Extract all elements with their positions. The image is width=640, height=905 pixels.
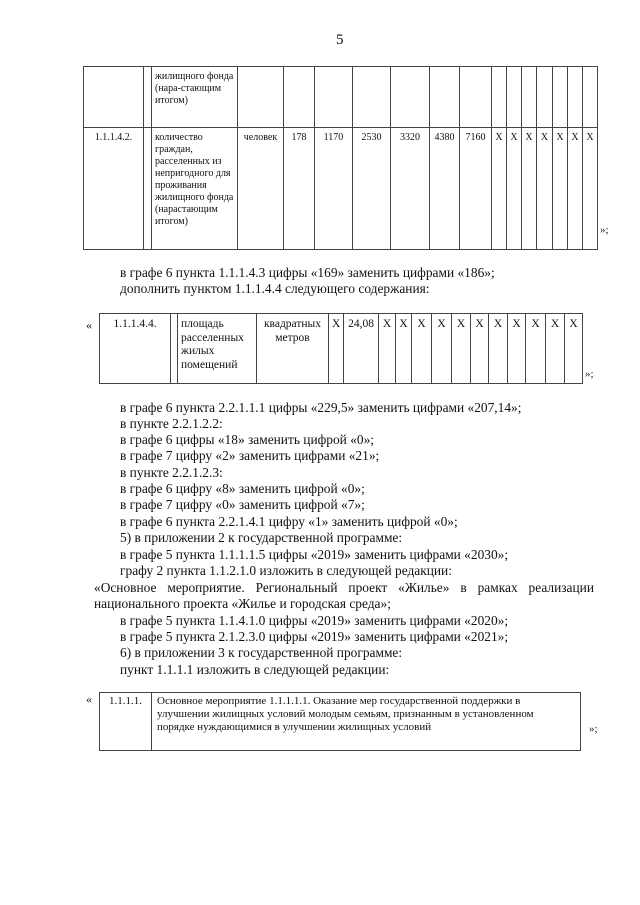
paragraph: графу 2 пункта 1.1.2.1.0 изложить в следующей редакции: xyxy=(120,563,452,578)
table-row: 1.1.1.4.2. количество граждан, расселенных из непригодного для проживания жилищного фонда (нарастающим итогом) человек 178 1170 2530 3320 4380 7160 X X X X X X X xyxy=(84,128,598,250)
paragraph: в графе 5 пункта 2.1.2.3.0 цифры «2019» заменить цифрами «2021»; xyxy=(120,629,509,644)
paragraph: дополнить пунктом 1.1.1.4.4 следующего содержания: xyxy=(120,281,430,296)
unit: квадратных метров xyxy=(257,314,329,384)
paragraph: в графе 6 пункта 2.2.1.1.1 цифры «229,5» заменить цифрами «207,14»; xyxy=(120,400,522,415)
indicator-name: жилищного фонда (нара-стающим итогом) xyxy=(152,67,238,128)
paragraph: в графе 6 цифры «18» заменить цифрой «0»; xyxy=(120,432,374,447)
paragraph: в графе 6 пункта 1.1.1.4.3 цифры «169» заменить цифрами «186»; xyxy=(120,265,495,280)
closing-quote: »; xyxy=(585,368,594,380)
row-number xyxy=(84,67,144,128)
opening-quote: « xyxy=(86,318,92,332)
opening-quote: « xyxy=(86,692,92,706)
paragraph: пункт 1.1.1.1 изложить в следующей редакции: xyxy=(120,662,390,677)
unit xyxy=(238,67,284,128)
quote-paragraph-line2: национального проекта «Жилье и городская среда»; xyxy=(94,596,391,611)
closing-quote: »; xyxy=(600,224,609,236)
quote-paragraph-line1: «Основное мероприятие. Региональный проект «Жилье» в рамках реализации xyxy=(94,580,594,595)
paragraph: 6) в приложении 3 к государственной программе: xyxy=(120,645,403,660)
row-number: 1.1.1.4.2. xyxy=(84,128,144,250)
new-indicator-table xyxy=(99,313,583,384)
paragraph: в графе 7 цифру «2» заменить цифрами «21»; xyxy=(120,448,380,463)
indicator-name: количество граждан, расселенных из непригодного для проживания жилищного фонда (нарастающим итогом) xyxy=(152,128,238,250)
paragraph: в графе 6 пункта 2.2.1.4.1 цифру «1» заменить цифрой «0»; xyxy=(120,514,458,529)
measure-table xyxy=(99,692,581,751)
paragraph: в пункте 2.2.1.2.2: xyxy=(120,416,223,431)
paragraph: в графе 5 пункта 1.1.4.1.0 цифры «2019» заменить цифрами «2020»; xyxy=(120,613,509,628)
table-row xyxy=(84,67,598,128)
paragraph: в графе 7 цифру «0» заменить цифрой «7»; xyxy=(120,497,365,512)
table-row xyxy=(100,693,581,751)
paragraph: 5) в приложении 2 к государственной программе: xyxy=(120,530,403,545)
row-number: 1.1.1.4.4. xyxy=(100,314,171,384)
measure-text: Основное мероприятие 1.1.1.1.1. Оказание мер государственной поддержки в улучшении жилищных условий молодым семьям, признанным в установленном порядке нуждающимися в улучшении жилищных условий xyxy=(152,693,581,751)
unit: человек xyxy=(238,128,284,250)
closing-quote: »; xyxy=(589,723,598,735)
paragraph: в графе 6 цифру «8» заменить цифрой «0»; xyxy=(120,481,365,496)
page-number: 5 xyxy=(336,32,344,48)
paragraph: в пункте 2.2.1.2.3: xyxy=(120,465,223,480)
indicators-table-continued xyxy=(83,66,598,250)
indicator-name: площадь расселенных жилых помещений xyxy=(178,314,257,384)
row-number: 1.1.1.1. xyxy=(100,693,152,751)
paragraph: в графе 5 пункта 1.1.1.1.5 цифры «2019» заменить цифрами «2030»; xyxy=(120,547,509,562)
table-row: 1.1.1.4.4. площадь расселенных жилых помещений квадратных метров X 24,08 X X X X X X X X X X X xyxy=(100,314,583,384)
